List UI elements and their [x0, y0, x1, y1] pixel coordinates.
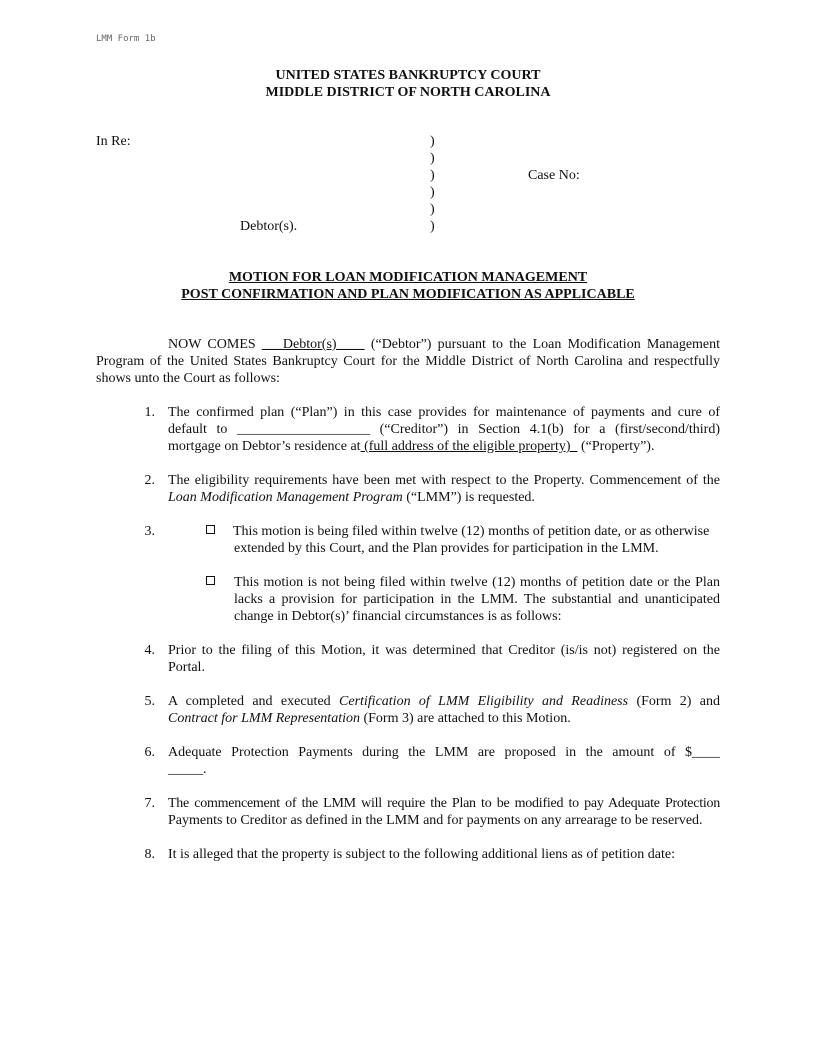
item-number: 5. [144, 694, 155, 709]
mortgage-text: mortgage on Debtor’s residence at [168, 439, 361, 454]
item-1-line-3 [168, 438, 720, 455]
item-number: 4. [144, 643, 155, 658]
item-6-line-1: Adequate Protection Payments during the LMM are proposed in the amount of $____ [168, 745, 720, 760]
item-5-line-2 [168, 710, 720, 727]
creditor-text: (“Creditor”) in Section 4.1(b) for a (first/second/third) [379, 422, 721, 437]
form-2-text: (Form 2) and [636, 694, 721, 709]
item-number: 2. [144, 473, 155, 488]
item-number: 8. [144, 847, 155, 862]
item-number: 1. [144, 405, 155, 420]
item-1-line-1: The confirmed plan (“Plan”) in this case provides for maintenance of payments and cure of [168, 405, 720, 420]
form-label: LMM Form 1b [96, 34, 156, 44]
item-2-line-1: The eligibility requirements have been met with respect to the Property. Commencement of the [168, 473, 720, 488]
caption-paren: ) [430, 185, 435, 200]
item-3a-line-2: extended by this Court, and the Plan provides for participation in the LMM. [234, 541, 659, 556]
item-7-line-2: Payments to Creditor as defined in the LMM and for payments on any arrearage to be reserved. [168, 813, 703, 828]
item-3a-line-1: This motion is being filed within twelve (12) months of petition date, or as otherwise [233, 524, 710, 539]
caption-paren: ) [430, 219, 435, 234]
caption-paren: ) [430, 151, 435, 166]
motion-subtitle: POST CONFIRMATION AND PLAN MODIFICATION AS APPLICABLE [181, 287, 635, 302]
intro-line-2: Program of the United States Bankruptcy Court for the Middle District of North Carolina and respectfully [96, 354, 720, 369]
in-re-label: In Re: [96, 134, 131, 149]
lmm-requested-text: (“LMM”) is requested. [402, 490, 535, 505]
item-3b-line-2: lacks a provision for participation in the LMM. The substantial and unanticipated [234, 592, 720, 607]
completed-text: A completed and executed [168, 694, 340, 709]
item-7-line-1: The commencement of the LMM will require the Plan to be modified to pay Adequate Protection [168, 796, 720, 811]
within-12-months-checkbox[interactable] [206, 525, 215, 534]
now-comes-text: NOW COMES [168, 337, 256, 352]
item-number: 6. [144, 745, 155, 760]
form-3-text: (Form 3) are attached to this Motion. [359, 711, 571, 726]
case-no-label: Case No: [528, 168, 580, 183]
property-text: (“Property”). [577, 439, 655, 454]
court-name: UNITED STATES BANKRUPTCY COURT [275, 68, 541, 83]
intro-line-1 [96, 336, 720, 353]
item-1-line-2 [168, 421, 720, 438]
debtor-blank: ___Debtor(s)____ [261, 337, 365, 352]
intro-rest: (“Debtor”) pursuant to the Loan Modification Management [370, 337, 721, 352]
item-3b-line-1: This motion is not being filed within twelve (12) months of petition date or the Plan [234, 575, 720, 590]
property-address-blank: (full address of the eligible property) [360, 439, 578, 454]
motion-title: MOTION FOR LOAN MODIFICATION MANAGEMENT [228, 270, 588, 285]
item-3b-line-3: change in Debtor(s)’ financial circumstances is as follows: [234, 609, 562, 624]
item-number: 7. [144, 796, 155, 811]
item-8-line-1: It is alleged that the property is subject to the following additional liens as of petition date: [168, 847, 675, 862]
item-4-line-2: Portal. [168, 660, 205, 675]
item-6-line-2: _____. [168, 762, 207, 777]
form-3-title: Contract for LMM Representation [168, 711, 360, 726]
item-5-line-1 [168, 693, 720, 710]
item-2-line-2 [168, 489, 720, 506]
intro-line-3: shows unto the Court as follows: [96, 371, 280, 386]
debtors-label: Debtor(s). [240, 219, 298, 234]
lmm-program-name: Loan Modification Management Program [168, 490, 403, 505]
caption-paren: ) [430, 202, 435, 217]
caption-paren: ) [430, 168, 435, 183]
caption-paren: ) [430, 134, 435, 149]
form-2-title: Certification of LMM Eligibility and Readiness [339, 694, 629, 709]
item-number: 3. [144, 524, 155, 539]
creditor-blank: ___________________ [237, 422, 371, 437]
court-district: MIDDLE DISTRICT OF NORTH CAROLINA [265, 85, 551, 100]
item-4-line-1: Prior to the filing of this Motion, it was determined that Creditor (is/is not) registered on the [168, 643, 720, 658]
default-to-text: default to [168, 422, 228, 437]
not-within-12-months-checkbox[interactable] [206, 576, 215, 585]
